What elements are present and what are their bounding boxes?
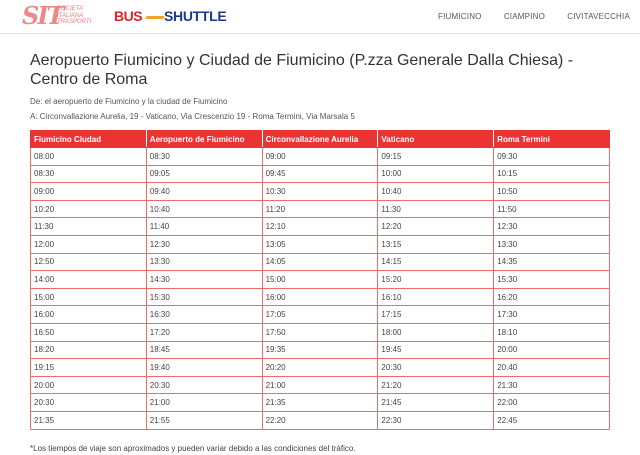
departure-time-cell: 17:30 — [494, 306, 610, 324]
shuttle-logo-text: SHUTTLE — [164, 8, 227, 24]
departure-time-cell: 10:40 — [378, 183, 494, 201]
departure-time-cell: 10:30 — [262, 183, 378, 201]
departure-time-cell: 12:30 — [494, 218, 610, 236]
departure-time-cell: 11:30 — [378, 200, 494, 218]
table-row — [31, 271, 610, 289]
column-header: Roma Termini — [494, 131, 610, 148]
departure-time-cell: 16:00 — [31, 306, 147, 324]
table-row — [31, 341, 610, 359]
sit-logo-text — [57, 6, 91, 26]
table-row — [31, 288, 610, 306]
departure-time-cell: 18:10 — [494, 323, 610, 341]
departure-time-cell: 14:15 — [378, 253, 494, 271]
departure-time-cell: 21:45 — [378, 394, 494, 412]
departure-time-cell: 09:30 — [494, 148, 610, 166]
departure-time-cell: 13:30 — [494, 235, 610, 253]
departure-time-cell: 22:30 — [378, 411, 494, 429]
table-header-row — [31, 131, 610, 148]
column-header: Aeropuerto de Fiumicino — [146, 131, 262, 148]
departure-time-cell: 15:00 — [31, 288, 147, 306]
departure-time-cell: 15:30 — [146, 288, 262, 306]
departure-time-cell: 10:40 — [146, 200, 262, 218]
departure-time-cell: 13:15 — [378, 235, 494, 253]
departure-time-cell: 11:50 — [494, 200, 610, 218]
departure-time-cell: 19:15 — [31, 359, 147, 377]
table-body — [31, 148, 610, 430]
departure-time-cell: 09:00 — [262, 148, 378, 166]
column-header: Vaticano — [378, 131, 494, 148]
departure-time-cell: 19:40 — [146, 359, 262, 377]
route-to: A: Circonvallazione Aurelia, 19 - Vaticano, Via Crescenzio 19 - Roma Termini, Via Marsala 5 — [30, 112, 355, 121]
departure-time-cell: 10:00 — [378, 165, 494, 183]
departure-time-cell: 12:10 — [262, 218, 378, 236]
main-content — [0, 51, 640, 430]
departure-time-cell: 12:30 — [146, 235, 262, 253]
page-title: Aeropuerto Fiumicino y Ciudad de Fiumicino (P.zza Generale Dalla Chiesa) - Centro de Roma — [30, 52, 574, 88]
table-row — [31, 394, 610, 412]
departure-time-cell: 10:50 — [494, 183, 610, 201]
departure-time-cell: 09:45 — [262, 165, 378, 183]
table-row — [31, 183, 610, 201]
departure-time-cell: 09:40 — [146, 183, 262, 201]
table-row — [31, 148, 610, 166]
departure-time-cell: 17:20 — [146, 323, 262, 341]
nav-item-civitavecchia[interactable]: CIVITAVECCHIA — [567, 12, 630, 21]
sit-logo-mark: SIT — [22, 1, 63, 30]
table-row — [31, 376, 610, 394]
departure-time-cell: 14:30 — [146, 271, 262, 289]
departure-time-cell: 21:35 — [31, 411, 147, 429]
departure-time-cell: 22:00 — [494, 394, 610, 412]
departure-time-cell: 13:30 — [146, 253, 262, 271]
departure-time-cell: 16:50 — [31, 323, 147, 341]
timetable — [30, 130, 610, 430]
table-row — [31, 253, 610, 271]
departure-time-cell: 20:40 — [494, 359, 610, 377]
departure-time-cell: 09:15 — [378, 148, 494, 166]
bus-logo-text: BUS — [114, 8, 143, 24]
departure-time-cell: 20:30 — [146, 376, 262, 394]
departure-time-cell: 18:20 — [31, 341, 147, 359]
main-nav — [418, 12, 630, 21]
table-row — [31, 411, 610, 429]
sit-logo-line: ITALIANA — [57, 12, 84, 19]
table-row — [31, 200, 610, 218]
departure-time-cell: 15:20 — [378, 271, 494, 289]
table-row — [31, 235, 610, 253]
departure-time-cell: 21:00 — [262, 376, 378, 394]
departure-time-cell: 17:05 — [262, 306, 378, 324]
site-header — [0, 0, 640, 34]
arrow-icon — [145, 16, 165, 19]
departure-time-cell: 12:00 — [31, 235, 147, 253]
nav-item-fiumicino[interactable]: FIUMICINO — [438, 12, 482, 21]
table-row — [31, 218, 610, 236]
departure-time-cell: 19:35 — [262, 341, 378, 359]
departure-time-cell: 15:00 — [262, 271, 378, 289]
departure-time-cell: 22:20 — [262, 411, 378, 429]
departure-time-cell: 16:00 — [262, 288, 378, 306]
departure-time-cell: 19:45 — [378, 341, 494, 359]
sit-logo-line: TRASPORTI — [57, 19, 92, 25]
departure-time-cell: 12:50 — [31, 253, 147, 271]
departure-time-cell: 20:30 — [31, 394, 147, 412]
route-from: De: el aeropuerto de Fiumicino y la ciudad de Fiumicino — [30, 97, 228, 106]
departure-time-cell: 10:15 — [494, 165, 610, 183]
departure-time-cell: 16:30 — [146, 306, 262, 324]
departure-time-cell: 11:40 — [146, 218, 262, 236]
nav-item-ciampino[interactable]: CIAMPINO — [503, 12, 545, 21]
bus-shuttle-logo[interactable] — [114, 8, 227, 26]
departure-time-cell: 21:00 — [146, 394, 262, 412]
departure-time-cell: 18:00 — [378, 323, 494, 341]
departure-time-cell: 21:35 — [262, 394, 378, 412]
departure-time-cell: 16:20 — [494, 288, 610, 306]
departure-time-cell: 20:00 — [31, 376, 147, 394]
departure-time-cell: 12:20 — [378, 218, 494, 236]
departure-time-cell: 17:15 — [378, 306, 494, 324]
table-row — [31, 165, 610, 183]
departure-time-cell: 14:05 — [262, 253, 378, 271]
departure-time-cell: 17:50 — [262, 323, 378, 341]
departure-time-cell: 11:20 — [262, 200, 378, 218]
departure-time-cell: 14:35 — [494, 253, 610, 271]
sit-logo-line: SOCIETA' — [57, 6, 85, 12]
departure-time-cell: 20:20 — [262, 359, 378, 377]
departure-time-cell: 15:30 — [494, 271, 610, 289]
departure-time-cell: 08:30 — [146, 148, 262, 166]
table-row — [31, 306, 610, 324]
column-header: Fiumicino Ciudad — [31, 131, 147, 148]
departure-time-cell: 21:20 — [378, 376, 494, 394]
departure-time-cell: 08:00 — [31, 148, 147, 166]
departure-time-cell: 11:30 — [31, 218, 147, 236]
departure-time-cell: 21:55 — [146, 411, 262, 429]
travel-time-note: *Los tiempos de viaje son aproximados y pueden variar debido a las condiciones del tráfico. — [30, 444, 356, 453]
table-row — [31, 323, 610, 341]
column-header: Circonvallazione Aurelia — [262, 131, 378, 148]
departure-time-cell: 16:10 — [378, 288, 494, 306]
departure-time-cell: 22:45 — [494, 411, 610, 429]
departure-time-cell: 21:30 — [494, 376, 610, 394]
sit-logo[interactable] — [22, 3, 106, 29]
departure-time-cell: 08:30 — [31, 165, 147, 183]
departure-time-cell: 20:30 — [378, 359, 494, 377]
departure-time-cell: 13:05 — [262, 235, 378, 253]
table-row — [31, 359, 610, 377]
departure-time-cell: 20:00 — [494, 341, 610, 359]
departure-time-cell: 09:05 — [146, 165, 262, 183]
departure-time-cell: 14:00 — [31, 271, 147, 289]
departure-time-cell: 09:00 — [31, 183, 147, 201]
departure-time-cell: 10:20 — [31, 200, 147, 218]
departure-time-cell: 18:45 — [146, 341, 262, 359]
